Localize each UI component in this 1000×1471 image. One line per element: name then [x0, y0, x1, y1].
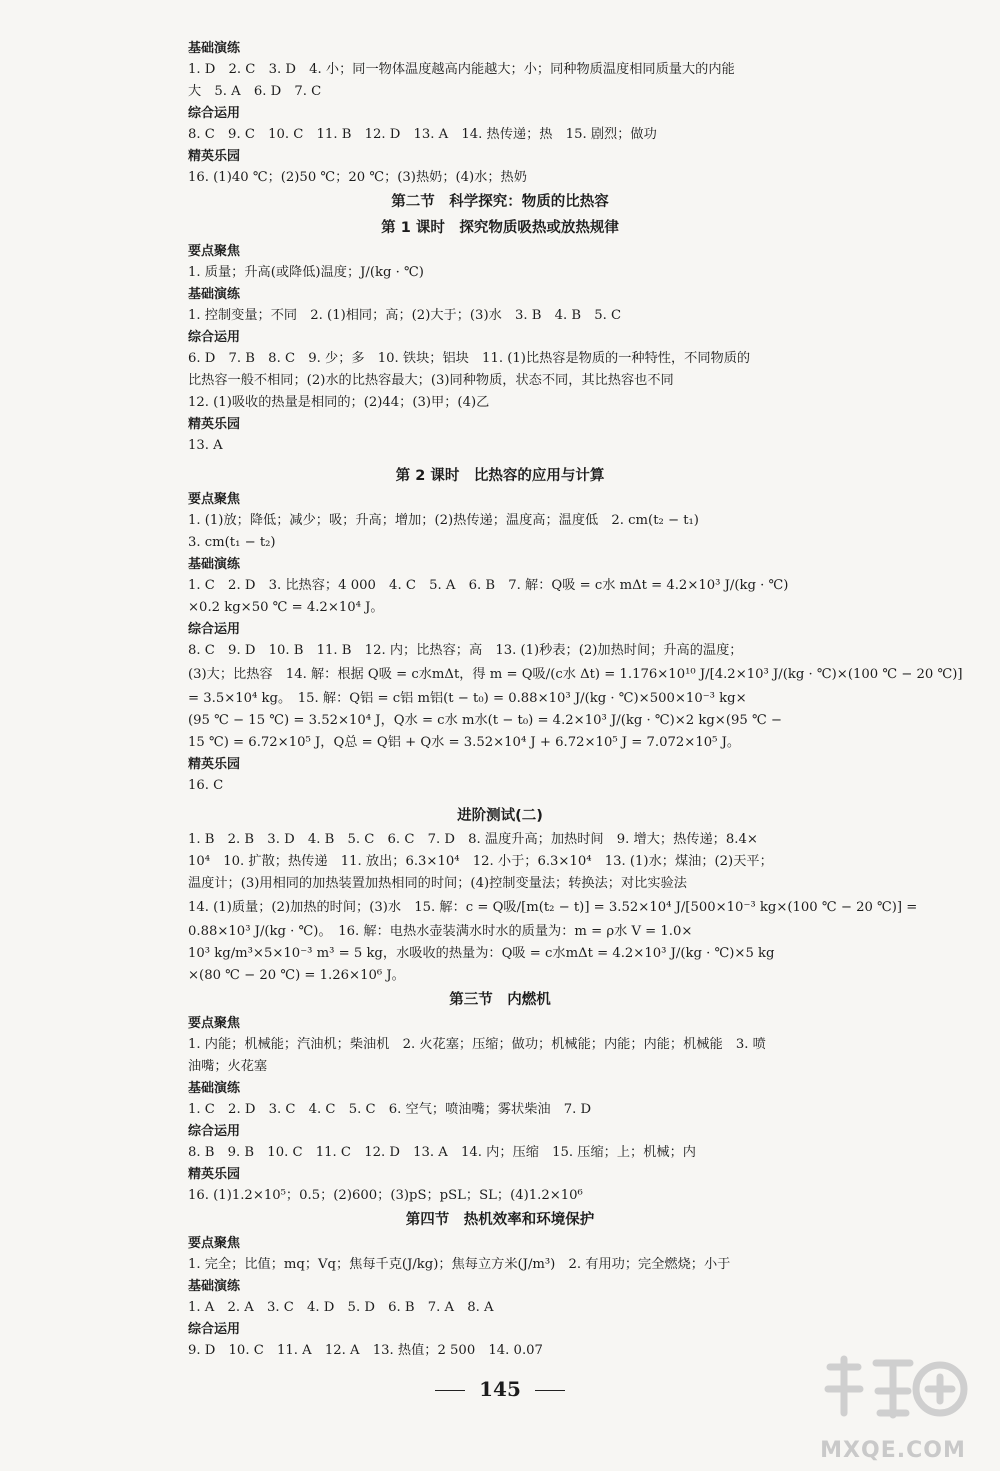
- answer-line: 1. C 2. D 3. 比热容；4 000 4. C 5. A 6. B 7. 解：Q吸 = c水 mΔt = 4.2×10³ J/(kg · ℃): [188, 578, 789, 593]
- section-label: 精英乐园: [188, 417, 241, 432]
- answer-line: 0.88×10³ J/(kg · ℃)。 16. 解：电热水壶装满水时水的质量为：m = ρ水 V = 1.0×: [188, 924, 693, 939]
- page-dash-right: [535, 1390, 565, 1391]
- answer-line: ×0.2 kg×50 ℃ = 4.2×10⁴ J。: [188, 600, 384, 615]
- answer-line: 大 5. A 6. D 7. C: [188, 84, 322, 99]
- answer-line: 油嘴；火花塞: [188, 1059, 268, 1074]
- answer-line: 6. D 7. B 8. C 9. 少；多 10. 铁块；铝块 11. (1)比热容是物质的一种特性，不同物质的: [188, 351, 751, 366]
- section-heading: 第 1 课时 探究物质吸热或放热规律: [381, 220, 619, 236]
- answer-line: 10⁴ 10. 扩散；热传递 11. 放出；6.3×10⁴ 12. 小于；6.3×10⁴ 13. (1)水；煤油；(2)天平；: [188, 854, 773, 869]
- answer-line: 1. 质量；升高(或降低)温度；J/(kg · ℃): [188, 265, 424, 280]
- page-number: 145: [0, 1374, 1000, 1404]
- section-label: 综合运用: [188, 330, 241, 345]
- section-label: 要点聚焦: [188, 1236, 241, 1251]
- section-heading: 第三节 内燃机: [449, 992, 551, 1008]
- answer-line: 8. C 9. C 10. C 11. B 12. D 13. A 14. 热传递；热 15. 剧烈；做功: [188, 127, 657, 142]
- section-label: 基础演练: [188, 1279, 241, 1294]
- section-label: 要点聚焦: [188, 1016, 241, 1031]
- answer-content: [0, 38, 1000, 1362]
- answer-line: 12. (1)吸收的热量是相同的；(2)44；(3)甲；(4)乙: [188, 395, 490, 410]
- section-heading: 进阶测试(二): [457, 808, 543, 824]
- answer-line: 1. B 2. B 3. D 4. B 5. C 6. C 7. D 8. 温度升高；加热时间 9. 增大；热传递；8.4×: [188, 832, 758, 847]
- answer-line: 9. D 10. C 11. A 12. A 13. 热值；2 500 14. 0.07: [188, 1343, 543, 1358]
- answer-line: ×(80 ℃ − 20 ℃) = 1.26×10⁶ J。: [188, 968, 405, 983]
- answer-line: 比热容一般不相同；(2)水的比热容最大；(3)同种物质，状态不同，其比热容也不同: [188, 373, 674, 388]
- section-label: 综合运用: [188, 1124, 241, 1139]
- answer-line: 8. B 9. B 10. C 11. C 12. D 13. A 14. 内；压缩 15. 压缩；上；机械；内: [188, 1145, 696, 1160]
- answer-line: 1. (1)放；降低；减少；吸；升高；增加；(2)热传递；温度高；温度低 2. cm(t₂ − t₁): [188, 513, 699, 528]
- answer-line: 14. (1)质量；(2)加热的时间；(3)水 15. 解：c = Q吸/[m(t₂ − t)] = 3.52×10⁴ J/[500×10⁻³ kg×(100 ℃ − 20 ℃)] =: [188, 900, 918, 915]
- watermark-text: MXQE.COM: [820, 1438, 966, 1463]
- section-label: 综合运用: [188, 622, 241, 637]
- section-label: 综合运用: [188, 1322, 241, 1337]
- section-label: 基础演练: [188, 557, 241, 572]
- answer-line: 15 ℃) = 6.72×10⁵ J，Q总 = Q铝 + Q水 = 3.52×10⁴ J + 6.72×10⁵ J = 7.072×10⁵ J。: [188, 735, 741, 750]
- answer-line: 16. C: [188, 778, 224, 793]
- answer-line: 3. cm(t₁ − t₂): [188, 535, 276, 550]
- section-label: 要点聚焦: [188, 492, 241, 507]
- answer-line: (95 ℃ − 15 ℃) = 3.52×10⁴ J，Q水 = c水 m水(t − t₀) = 4.2×10³ J/(kg · ℃)×2 kg×(95 ℃ −: [188, 713, 782, 728]
- section-label: 基础演练: [188, 1081, 241, 1096]
- answer-line: 8. C 9. D 10. B 11. B 12. 内；比热容；高 13. (1)秒表；(2)加热时间；升高的温度；: [188, 643, 743, 658]
- section-heading: 第四节 热机效率和环境保护: [405, 1212, 595, 1228]
- section-label: 综合运用: [188, 106, 241, 121]
- section-label: 精英乐园: [188, 1167, 241, 1182]
- answer-line: 16. (1)1.2×10⁵；0.5；(2)600；(3)pS；pSL；SL；(4)1.2×10⁶: [188, 1188, 583, 1203]
- answer-line: 16. (1)40 ℃；(2)50 ℃；20 ℃；(3)热奶；(4)水；热奶: [188, 170, 527, 185]
- section-label: 精英乐园: [188, 757, 241, 772]
- answer-line: 1. C 2. D 3. C 4. C 5. C 6. 空气；喷油嘴；雾状柴油 7. D: [188, 1102, 592, 1117]
- answer-line: (3)大；比热容 14. 解：根据 Q吸 = c水mΔt，得 m = Q吸/(c水 Δt) = 1.176×10¹⁰ J/[4.2×10³ J/(kg · ℃)×(100 ℃ − 20 ℃)]: [188, 667, 963, 682]
- section-label: 基础演练: [188, 287, 241, 302]
- answer-line: 1. 内能；机械能；汽油机；柴油机 2. 火花塞；压缩；做功；机械能；内能；内能；机械能 3. 喷: [188, 1037, 766, 1052]
- answer-line: 温度计；(3)用相同的加热装置加热相同的时间；(4)控制变量法；转换法；对比实验法: [188, 876, 687, 891]
- watermark: [808, 1353, 978, 1463]
- answer-line: 1. D 2. C 3. D 4. 小；同一物体温度越高内能越大；小；同种物质温度相同质量大的内能: [188, 62, 735, 77]
- section-heading: 第 2 课时 比热容的应用与计算: [395, 468, 605, 484]
- section-label: 精英乐园: [188, 149, 241, 164]
- answer-line: = 3.5×10⁴ kg。 15. 解：Q铝 = c铝 m铝(t − t₀) = 0.88×10³ J/(kg · ℃)×500×10⁻³ kg×: [188, 691, 747, 706]
- answer-line: 1. 完全；比值；mq；Vq；焦每千克(J/kg)；焦每立方米(J/m³) 2. 有用功；完全燃烧；小于: [188, 1257, 731, 1272]
- answer-page: [0, 38, 1000, 1404]
- answer-line: 10³ kg/m³×5×10⁻³ m³ = 5 kg，水吸收的热量为：Q吸 = c水mΔt = 4.2×10³ J/(kg · ℃)×5 kg: [188, 946, 775, 961]
- answer-logo-icon: [818, 1353, 968, 1425]
- answer-line: 1. A 2. A 3. C 4. D 5. D 6. B 7. A 8. A: [188, 1300, 494, 1315]
- answer-line: 13. A: [188, 438, 223, 453]
- section-label: 基础演练: [188, 41, 241, 56]
- section-label: 要点聚焦: [188, 244, 241, 259]
- answer-line: 1. 控制变量；不同 2. (1)相同；高；(2)大于；(3)水 3. B 4. B 5. C: [188, 308, 622, 323]
- page-dash-left: [435, 1390, 465, 1391]
- section-heading: 第二节 科学探究：物质的比热容: [391, 194, 609, 210]
